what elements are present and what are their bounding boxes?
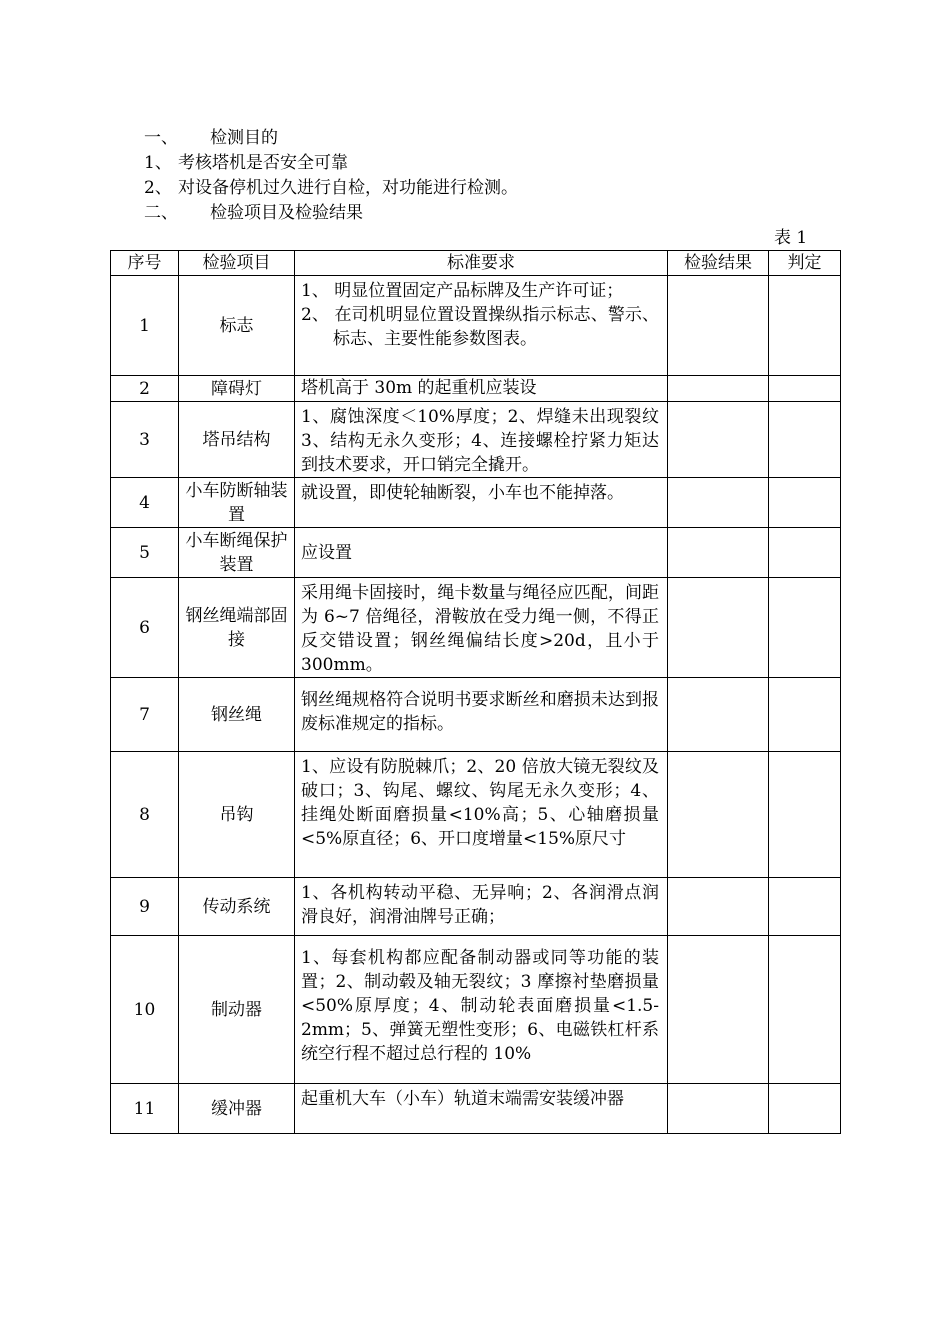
table-row [111, 528, 841, 578]
row-item: 制动器 [179, 936, 295, 1084]
row-standard: 应设置 [295, 528, 668, 578]
row-result [668, 752, 769, 878]
row-standard: 1、每套机构都应配备制动器或同等功能的装置；2、制动毂及轴无裂纹；3 摩擦衬垫磨损量<50%原厚度；4、制动轮表面磨损量<1.5-2mm；5、弹簧无塑性变形；6、电磁铁杠杆系统空行程不超过总行程的 10% [295, 936, 668, 1084]
row-item: 小车断绳保护装置 [179, 528, 295, 578]
row-standard: 就设置，即使轮轴断裂，小车也不能掉落。 [295, 478, 668, 528]
row-number: 11 [111, 1084, 179, 1134]
row-verdict [769, 376, 841, 402]
row-number: 6 [111, 578, 179, 678]
row-result [668, 1084, 769, 1134]
row-result [668, 878, 769, 936]
row-verdict [769, 578, 841, 678]
section-title: 检验项目及检验结果 [210, 203, 363, 223]
header-item: 检验项目 [179, 251, 295, 276]
row-item: 障碍灯 [179, 376, 295, 402]
row-number: 1 [111, 276, 179, 376]
table-label: 表 1 [774, 228, 808, 248]
standard-subitem: 2、 在司机明显位置设置操纵指示标志、警示、标志、主要性能参数图表。 [301, 305, 659, 349]
row-number: 2 [111, 376, 179, 402]
purpose-item-1 [144, 151, 348, 175]
row-verdict [769, 752, 841, 878]
row-result [668, 528, 769, 578]
row-result [668, 936, 769, 1084]
row-verdict [769, 402, 841, 478]
row-standard: 钢丝绳规格符合说明书要求断丝和磨损未达到报废标准规定的指标。 [295, 678, 668, 752]
table-row [111, 578, 841, 678]
row-result [668, 376, 769, 402]
table-row [111, 1084, 841, 1134]
section-number: 二、 [144, 203, 178, 223]
row-item: 吊钩 [179, 752, 295, 878]
row-verdict [769, 478, 841, 528]
standard-subitem: 1、 明显位置固定产品标牌及生产许可证； [301, 281, 624, 301]
table-header-row [111, 251, 841, 276]
section-heading-purpose [144, 126, 278, 150]
row-number: 5 [111, 528, 179, 578]
row-result [668, 678, 769, 752]
row-number: 8 [111, 752, 179, 878]
row-item: 小车防断轴装置 [179, 478, 295, 528]
row-result [668, 578, 769, 678]
row-number: 7 [111, 678, 179, 752]
row-item: 传动系统 [179, 878, 295, 936]
row-item: 钢丝绳端部固接 [179, 578, 295, 678]
row-number: 4 [111, 478, 179, 528]
table-row [111, 752, 841, 878]
row-verdict [769, 276, 841, 376]
item-number: 2、 [144, 178, 172, 198]
row-result [668, 402, 769, 478]
row-standard: 1、各机构转动平稳、无异响；2、各润滑点润滑良好，润滑油牌号正确； [295, 878, 668, 936]
row-item: 标志 [179, 276, 295, 376]
row-verdict [769, 936, 841, 1084]
table-row [111, 936, 841, 1084]
item-text: 对设备停机过久进行自检，对功能进行检测。 [178, 178, 518, 198]
row-result [668, 478, 769, 528]
row-number: 3 [111, 402, 179, 478]
inspection-table [110, 250, 841, 1134]
header-verdict: 判定 [769, 251, 841, 276]
header-standard: 标准要求 [295, 251, 668, 276]
header-result: 检验结果 [668, 251, 769, 276]
section-title: 检测目的 [210, 128, 278, 148]
row-standard: 1、腐蚀深度＜10%厚度；2、焊缝未出现裂纹 3、结构无永久变形；4、连接螺栓拧紧力矩达到技术要求，开口销完全撬开。 [295, 402, 668, 478]
row-standard: 采用绳卡固接时，绳卡数量与绳径应匹配，间距为 6~7 倍绳径，滑鞍放在受力绳一侧，不得正反交错设置；钢丝绳偏结长度>20d，且小于 300mm。 [295, 578, 668, 678]
item-number: 1、 [144, 153, 172, 173]
row-item: 缓冲器 [179, 1084, 295, 1134]
row-item: 塔吊结构 [179, 402, 295, 478]
table-row [111, 478, 841, 528]
table-row [111, 678, 841, 752]
row-standard: 1、应设有防脱棘爪；2、20 倍放大镜无裂纹及破口；3、钩尾、螺纹、钩尾无永久变形；4、挂绳处断面磨损量<10%高；5、心轴磨损量<5%原直径；6、开口度增量<15%原尺寸 [295, 752, 668, 878]
row-verdict [769, 878, 841, 936]
row-standard [295, 276, 668, 376]
row-verdict [769, 528, 841, 578]
table-row [111, 402, 841, 478]
section-heading-inspection [144, 201, 363, 225]
row-number: 10 [111, 936, 179, 1084]
row-verdict [769, 678, 841, 752]
row-number: 9 [111, 878, 179, 936]
table-row [111, 376, 841, 402]
table-row [111, 276, 841, 376]
row-item: 钢丝绳 [179, 678, 295, 752]
item-text: 考核塔机是否安全可靠 [178, 153, 348, 173]
purpose-item-2 [144, 176, 518, 200]
row-standard: 起重机大车（小车）轨道末端需安装缓冲器 [295, 1084, 668, 1134]
section-number: 一、 [144, 128, 178, 148]
table-row [111, 878, 841, 936]
row-verdict [769, 1084, 841, 1134]
header-no: 序号 [111, 251, 179, 276]
row-result [668, 276, 769, 376]
row-standard: 塔机高于 30m 的起重机应装设 [295, 376, 668, 402]
